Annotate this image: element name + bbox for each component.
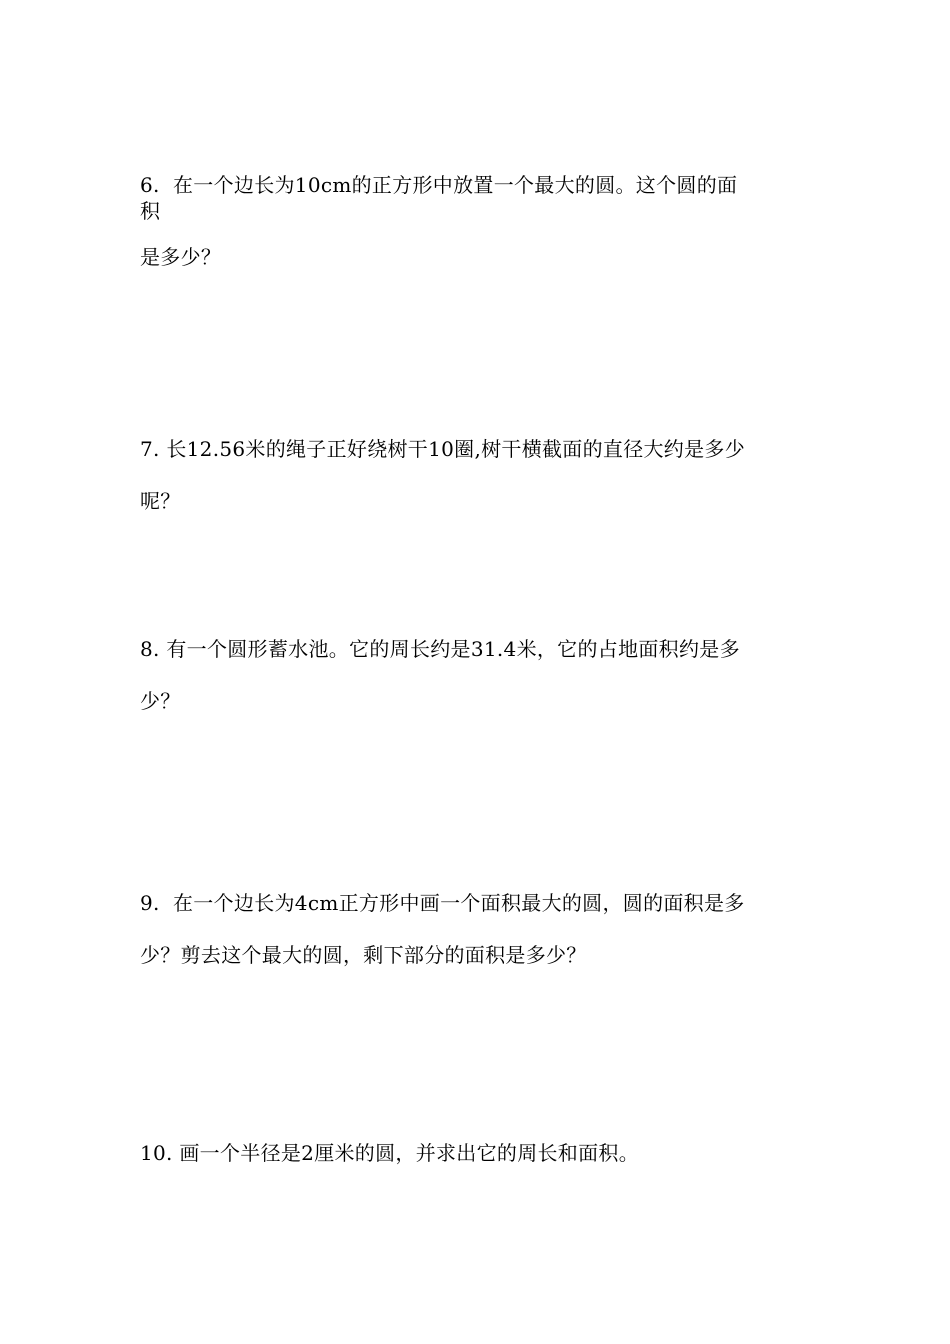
question-6-line-3: 是多少？ [140,245,222,269]
question-8-line-2: 少？ [140,689,181,713]
question-6-line-2: 积 [140,199,161,223]
question-7-line-1: 7. 长12.56米的绳子正好绕树干10圈,树干横截面的直径大约是多少 [140,437,746,461]
question-6-line-1: 6. 在一个边长为10cm的正方形中放置一个最大的圆。这个圆的面 [140,173,738,197]
question-9-line-1: 9. 在一个边长为4cm正方形中画一个面积最大的圆，圆的面积是多 [140,891,745,915]
question-8-line-1: 8. 有一个圆形蓄水池。它的周长约是31.4米，它的占地面积约是多 [140,637,740,661]
question-7-line-2: 呢？ [140,489,181,513]
question-10-line-1: 10. 画一个半径是2厘米的圆，并求出它的周长和面积。 [140,1141,639,1165]
question-9-line-2: 少？剪去这个最大的圆，剩下部分的面积是多少？ [140,943,587,967]
